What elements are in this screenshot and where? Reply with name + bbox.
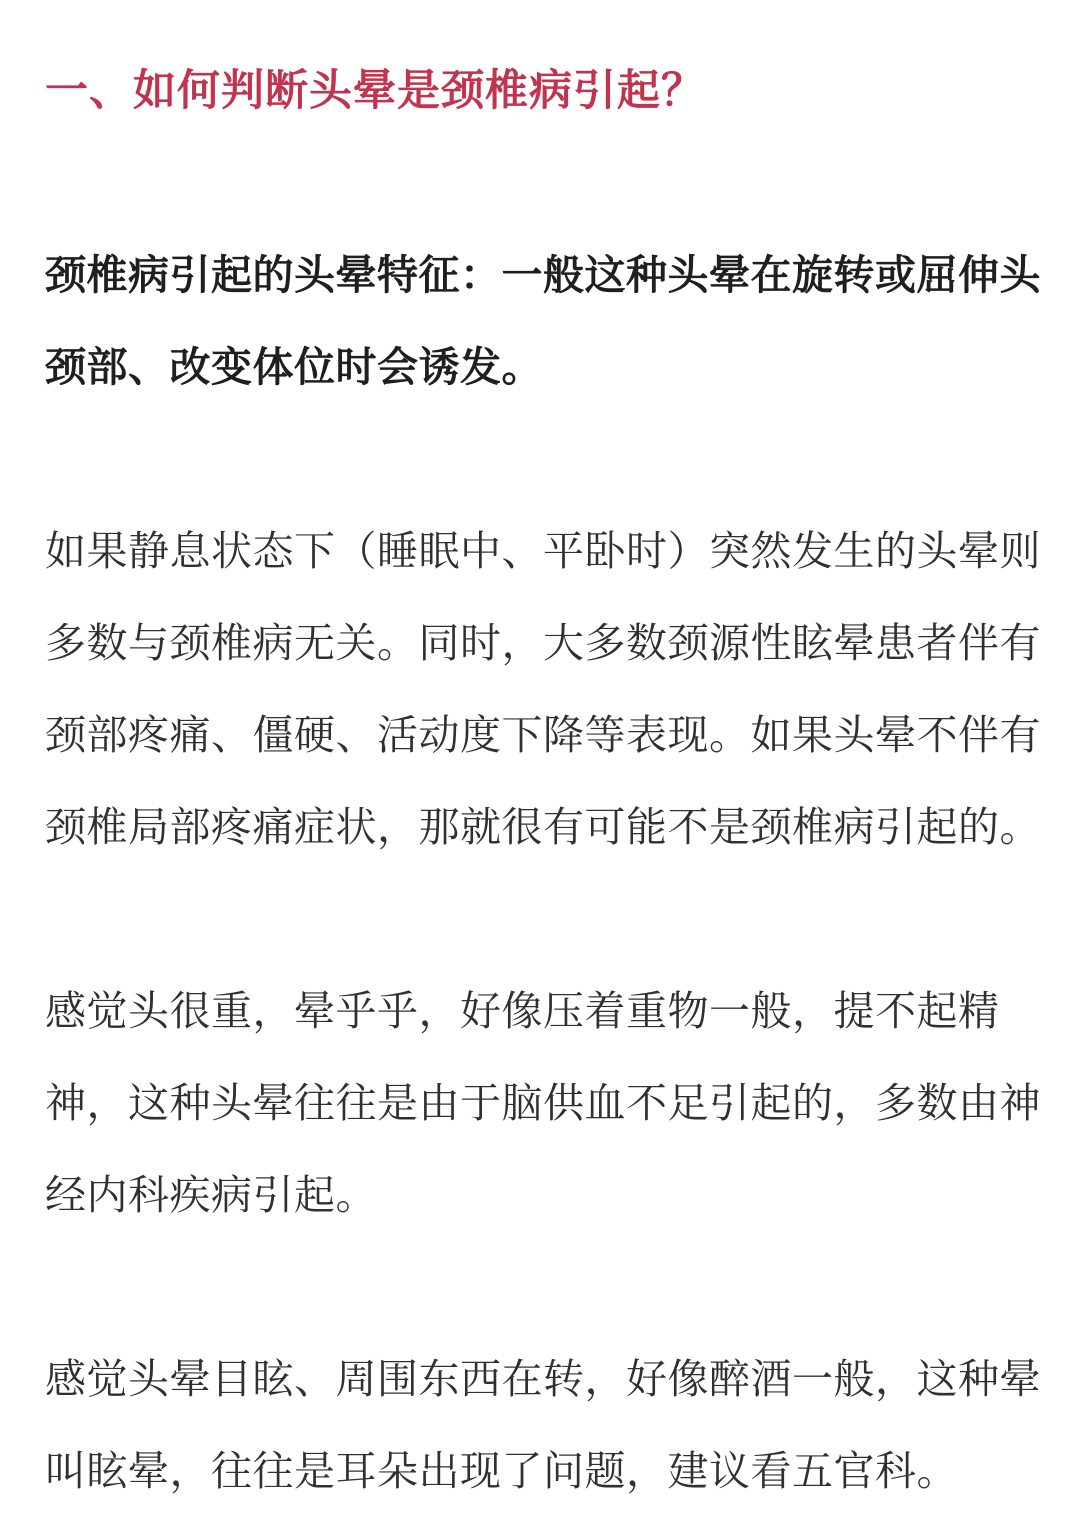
section-heading: 一、如何判断头晕是颈椎病引起？ [45,67,705,115]
text-line: 感觉头晕目眩、周围东西在转，好像醉酒一般，这种晕 [45,1356,1041,1402]
text-line: 颈椎局部疼痛症状，那就很有可能不是颈椎病引起的。 [45,804,1041,850]
text-line: 经内科疾病引起。 [45,1172,377,1218]
text-line: 颈部疼痛、僵硬、活动度下降等表现。如果头晕不伴有 [45,712,1041,758]
text-line: 神，这种头晕往往是由于脑供血不足引起的，多数由神 [45,1080,1041,1126]
paragraph-heavy-head [45,965,1042,1241]
text-line: 感觉头很重，晕乎乎，好像压着重物一般，提不起精 [45,988,1000,1034]
paragraph-vertigo [45,1333,1042,1517]
paragraph-lead-bold [45,229,1042,413]
paragraph-rest-state [45,505,1042,873]
text-line: 多数与颈椎病无关。同时，大多数颈源性眩晕患者伴有 [45,620,1041,666]
text-line: 如果静息状态下（睡眠中、平卧时）突然发生的头晕则 [45,528,1041,574]
text-line: 颈部、改变体位时会诱发。 [45,344,543,390]
text-line: 颈椎病引起的头晕特征：一般这种头晕在旋转或屈伸头 [45,252,1041,298]
text-line: 叫眩晕，往往是耳朵出现了问题，建议看五官科。 [45,1448,958,1494]
